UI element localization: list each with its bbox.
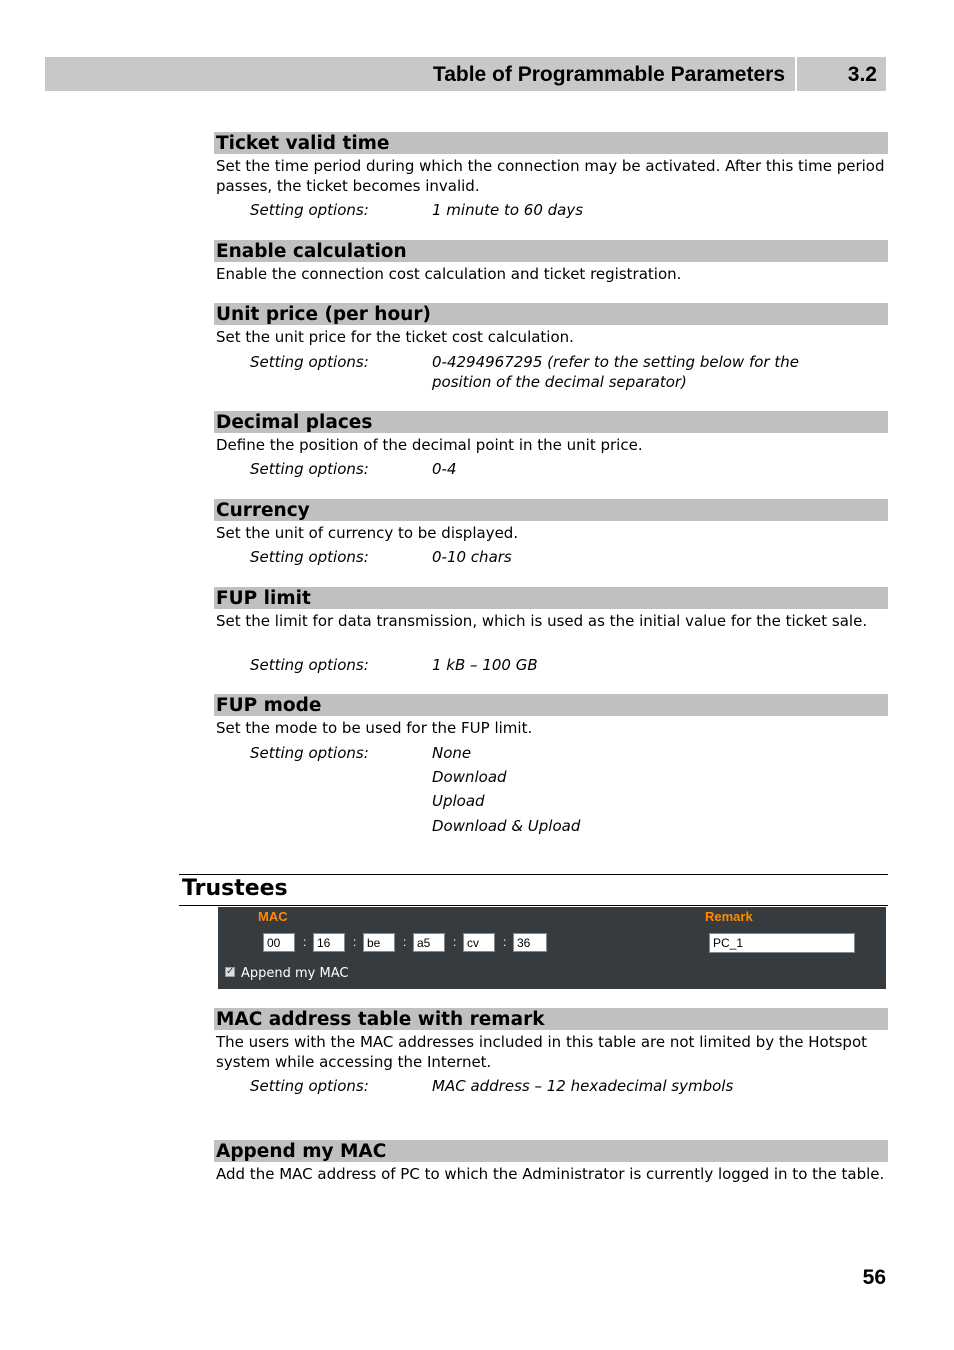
mac-octet-4-input[interactable] xyxy=(413,933,445,952)
header-section-bar xyxy=(797,57,886,91)
setting-options-label: Setting options: xyxy=(250,353,369,371)
heading-fup-mode: FUP mode xyxy=(214,694,888,716)
remark-input[interactable] xyxy=(709,933,855,953)
desc-fup-limit: Set the limit for data transmission, which is used as the initial value for the ticket sale. xyxy=(216,612,868,630)
desc-enable-calculation: Enable the connection cost calculation and ticket registration. xyxy=(216,265,682,283)
desc-unit-price: Set the unit price for the ticket cost calculation. xyxy=(216,328,574,346)
options-decimal-places: 0-4 xyxy=(432,460,457,478)
heading-decimal-places: Decimal places xyxy=(214,411,888,433)
mac-label: MAC xyxy=(258,909,288,924)
heading-append-my-mac: Append my MAC xyxy=(214,1140,888,1162)
setting-options-label: Setting options: xyxy=(250,548,369,566)
option-fup-mode-none: None xyxy=(432,744,472,762)
desc-ticket-valid-time: Set the time period during which the connection may be activated. After this time period passes, the ticket becomes invalid. xyxy=(216,157,885,195)
mac-octet-3-input[interactable] xyxy=(363,933,395,952)
append-my-mac-label: Append my MAC xyxy=(241,966,349,981)
append-my-mac-checkbox[interactable]: ✓ xyxy=(226,966,235,977)
options-ticket-valid-time: 1 minute to 60 days xyxy=(432,201,584,219)
colon-separator: : xyxy=(453,935,457,949)
setting-options-label: Setting options: xyxy=(250,1077,369,1095)
heading-mac-table: MAC address table with remark xyxy=(214,1008,888,1030)
mac-octet-6-input[interactable] xyxy=(513,933,547,952)
setting-options-label: Setting options: xyxy=(250,201,369,219)
heading-unit-price: Unit price (per hour) xyxy=(214,303,888,325)
section-number: 3.2 xyxy=(847,63,877,86)
desc-currency: Set the unit of currency to be displayed. xyxy=(216,524,519,542)
option-fup-mode-upload: Upload xyxy=(432,792,485,810)
colon-separator: : xyxy=(303,935,307,949)
heading-currency: Currency xyxy=(214,499,888,521)
page-number: 56 xyxy=(862,1266,886,1289)
option-fup-mode-download: Download xyxy=(432,768,507,786)
heading-fup-limit: FUP limit xyxy=(214,587,888,609)
options-mac-table: MAC address – 12 hexadecimal symbols xyxy=(432,1077,734,1095)
desc-decimal-places: Define the position of the decimal point in the unit price. xyxy=(216,436,643,454)
colon-separator: : xyxy=(503,935,507,949)
option-fup-mode-download-upload: Download & Upload xyxy=(432,817,581,835)
trustees-title: Trustees xyxy=(182,876,288,901)
heading-enable-calculation: Enable calculation xyxy=(214,240,888,262)
desc-mac-table: The users with the MAC addresses included in this table are not limited by the Hotspot system while accessing the Internet. xyxy=(216,1033,867,1071)
header-title-bar xyxy=(45,57,795,91)
options-fup-limit: 1 kB – 100 GB xyxy=(432,656,538,674)
colon-separator: : xyxy=(403,935,407,949)
heading-ticket-valid-time: Ticket valid time xyxy=(214,132,888,154)
setting-options-label: Setting options: xyxy=(250,656,369,674)
remark-label: Remark xyxy=(705,909,753,924)
mac-octet-1-input[interactable] xyxy=(263,933,295,952)
setting-options-label: Setting options: xyxy=(250,460,369,478)
options-currency: 0-10 chars xyxy=(432,548,512,566)
mac-octet-5-input[interactable] xyxy=(463,933,495,952)
options-unit-price: 0-4294967295 (refer to the setting below for the position of the decimal separator) xyxy=(432,353,799,391)
desc-append-my-mac: Add the MAC address of PC to which the Administrator is currently logged in to the table. xyxy=(216,1165,885,1183)
colon-separator: : xyxy=(353,935,357,949)
divider xyxy=(179,874,888,875)
desc-fup-mode: Set the mode to be used for the FUP limit. xyxy=(216,719,533,737)
trustees-panel-screenshot xyxy=(218,907,886,989)
divider xyxy=(179,905,888,906)
setting-options-label: Setting options: xyxy=(250,744,369,762)
page-header-title: Table of Programmable Parameters xyxy=(432,63,785,86)
mac-octet-2-input[interactable] xyxy=(313,933,345,952)
